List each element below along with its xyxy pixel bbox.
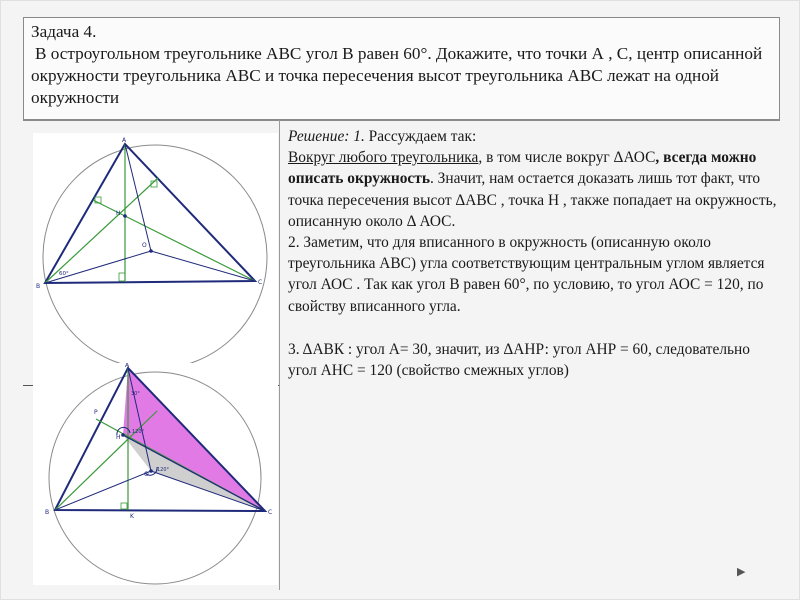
step1-highlight-1: Вокруг любого треугольника [288, 149, 479, 167]
figure-1-svg [33, 133, 278, 383]
label-h: H [116, 210, 121, 217]
label-b-2: B [45, 509, 50, 516]
solution-step-3: 3. ΔАВК : угол А= 30, значит, из ΔАНР: угол АНР = 60, следовательно угол АНС = 120 (свойство смежных углов) [288, 340, 750, 380]
label-angle-a: 30° [131, 391, 140, 397]
solution-label: Решение: 1. [288, 128, 365, 145]
figure-2-svg [33, 363, 278, 585]
table-divider-horizontal [23, 120, 780, 121]
label-angle-o: 120° [157, 467, 170, 473]
label-p: P [94, 409, 98, 416]
label-k: K [130, 513, 134, 520]
point-h-2 [121, 433, 125, 437]
table-divider-vertical [279, 120, 280, 590]
label-a-2: A [125, 363, 130, 369]
triangle-right-icon[interactable]: ▶ [737, 565, 746, 578]
right-angle-mark-k [121, 503, 127, 509]
step1-text-2: . Значит, нам остается доказать лишь тот факт, что точка пересечения высот ΔАВС , точка Н , также попадает на окружность, описанную около Δ АОС. [288, 170, 777, 230]
right-angle-mark-1 [119, 273, 125, 281]
solution-text [288, 126, 780, 381]
segment-ao [125, 144, 151, 251]
point-o-2 [149, 469, 153, 473]
task-statement [23, 17, 780, 120]
step1-highlight-2: , всегда можно описать окружность [288, 149, 757, 188]
triangle-abc [45, 144, 255, 283]
segment-bo-2 [55, 471, 151, 510]
label-angle-b: 60° [59, 271, 69, 277]
task-heading: Задача 4. [31, 22, 97, 41]
task-text: В остроугольном треугольнике АВС угол В равен 60°. Докажите, что точки А , С, центр описанной окружности треугольника АВС и точка пересечения высот треугольника АВС лежат на одной окружности [31, 44, 763, 107]
label-c-2: C [268, 509, 273, 516]
spacer [288, 317, 780, 339]
point-h [123, 214, 127, 218]
solution-intro [288, 126, 780, 147]
altitude-b [45, 178, 158, 283]
label-c: C [258, 279, 263, 286]
label-h-2: H [116, 434, 121, 441]
point-o [149, 249, 153, 253]
solution-step-2: 2. Заметим, что для вписанного в окружность (описанную около треугольника АВС) угла соответствующим центральным углом является угол АОС . Так как угол В равен 60°, по условию, то угол АОС = 120, по свойству вписанного угла. [288, 234, 765, 315]
label-b: B [36, 283, 41, 290]
solution-intro-rest: Рассуждаем так: [364, 128, 477, 145]
altitude-b-2 [55, 411, 157, 510]
label-o: O [142, 242, 147, 249]
solution-step-1 [288, 147, 780, 232]
label-angle-h: 120° [132, 429, 145, 435]
figure-orthocenter [33, 363, 278, 585]
step1-text-1: , в том числе вокруг ΔАОС [478, 149, 656, 167]
label-a: A [122, 137, 127, 144]
figure-circumcircle [33, 133, 278, 383]
label-o-2: O [144, 471, 149, 478]
